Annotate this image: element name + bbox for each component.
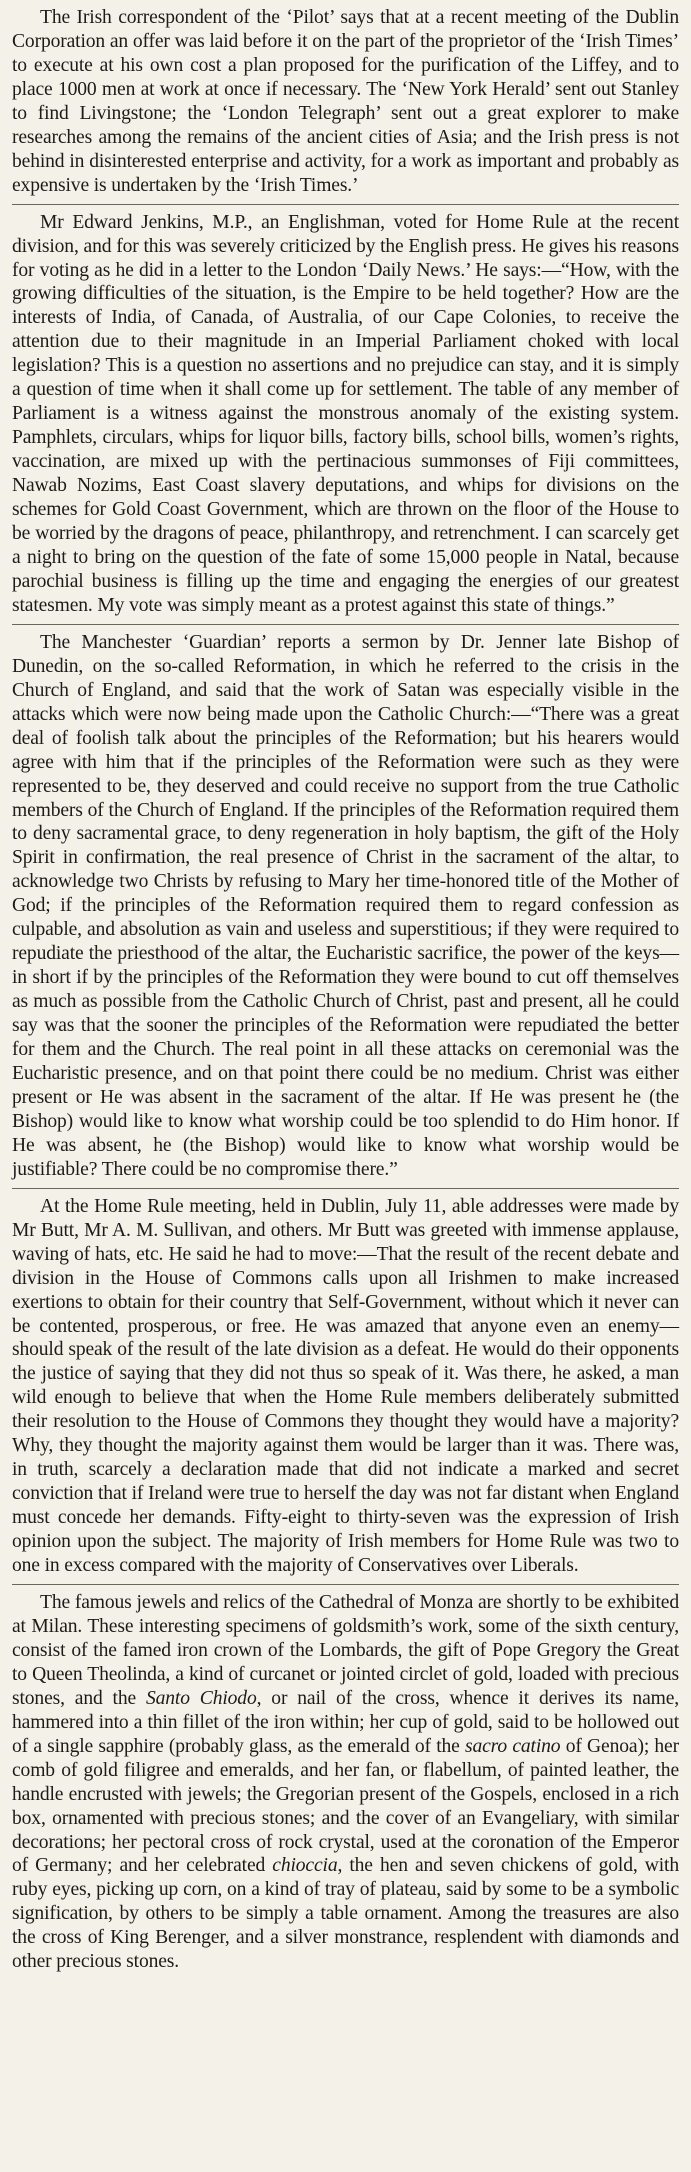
paragraph-text: of Genoa); her comb of gold filigree and emeralds, and her fan, or flabellum, of painted leather, the handle encrusted with jewels; the Gregorian present of the Gospels, enclosed in a rich box, ornamented with precious stones; and the cover of an Evangeliary, with similar decorations; her pectoral cross of rock crystal, used at the coronation of the Emperor of Germany; and her celebrated [12, 1735, 679, 1877]
paragraph-monza [12, 1591, 679, 1974]
italic-term: Santo Chiodo [145, 1687, 257, 1709]
paragraph-home-rule [12, 1195, 679, 1578]
column-divider [12, 204, 679, 205]
column-divider [12, 1188, 679, 1189]
paragraph-pilot [12, 6, 679, 198]
paragraph-text: The Irish correspondent of the ‘Pilot’ says that at a recent meeting of the Dublin Corporation an offer was laid before it on the part of the proprietor of the ‘Irish Times’ to execute at his own cost a plan proposed for the purification of the Liffey, and to place 1000 men at work at once if necessary. The ‘New York Herald’ sent out Stanley to find Livingstone; the ‘London Telegraph’ sent out a great explorer to make researches among the remains of the ancient cities of Asia; and the Irish press is not behind in disinterested enterprise and activity, for a work as important and probably as expensive is undertaken by the ‘Irish Times.’ [12, 7, 679, 196]
paragraph-text: The famous jewels and relics of the Cathedral of Monza are shortly to be exhibited at Milan. These interesting specimens of goldsmith’s work, some of the sixth century, consist of the famed iron crown of the Lombards, the gift of Pope Gregory the Great to Queen Theolinda, a kind of curcanet or jointed circlet of gold, loaded with precious stones, and the [12, 1592, 679, 1709]
paragraph-text: The Manchester ‘Guardian’ reports a sermon by Dr. Jenner late Bishop of Dunedin, on the so-called Reformation, in which he referred to the crisis in the Church of England, and said that the work of Satan was especially visible in the attacks which were now being made upon the Catholic Church:—“There was a great deal of foolish talk about the principles of the Reformation; but his hearers would agree with him that if the principles of the Reformation were such as they were represented to be, they deserved and could receive no support from the true Catholic members of the Church of England. If the principles of the Reformation required them to deny sacramental grace, to deny regeneration in holy baptism, the gift of the Holy Spirit in confirmation, the real presence of Christ in the sacrament of the altar, to acknowledge two Christs by refusing to Mary her time-honored title of the Mother of God; if the principles of the Reformation required them to regard confession as culpable, and absolution as vain and useless and superstitious; if they were required to repudiate the priesthood of the altar, the Eucharistic sacrifice, the power of the keys—in short if by the principles of the Reformation they were bound to cut off themselves as much as possible from the Catholic Church of Christ, past and present, all he could say was that the sooner the principles of the Reformation were repudiated the better for them and the Church. The real point in all these attacks on ceremonial was the Eucharistic presence, and on that point there could be no medium. Christ was either present or He was absent in the sacrament of the altar. If He was present he (the Bishop) would like to know what worship could be too splendid to do Him honor. If He was absent, he (the Bishop) would like to know what worship would be justifiable? There could be no compromise there.” [12, 631, 679, 1180]
paragraph-jenkins [12, 211, 679, 618]
paragraph-text: , the hen and seven chickens of gold, with ruby eyes, picking up corn, on a kind of tray of plateau, said by some to be a symbolic signification, by others to be simply a table ornament. Among the treasures are also the cross of King Berenger, and a silver monstrance, resplendent with diamonds and other precious stones. [12, 1855, 679, 1973]
column-divider [12, 624, 679, 625]
italic-term: sacro catino [465, 1735, 561, 1757]
paragraph-guardian [12, 631, 679, 1182]
paragraph-text: Mr Edward Jenkins, M.P., an Englishman, voted for Home Rule at the recent division, and for this was severely criticized by the English press. He gives his reasons for voting as he did in a letter to the London ‘Daily News.’ He says:—“How, with the growing difficulties of the situation, is the Empire to be held together? How are the interests of India, of Canada, of Australia, of our Cape Colonies, to receive the attention due to their magnitude in an Imperial Parliament choked with local legislation? This is a question no assertions and no prejudice can stay, and it is simply a question of time when it shall come up for settlement. The table of any member of Parliament is a witness against the monstrous anomaly of the existing system. Pamphlets, circulars, whips for liquor bills, factory bills, school bills, women’s rights, vaccination, are mixed up with the pertinacious summonses of Fiji committees, Nawab Nozims, East Coast slavery deputations, and whips for divisions on the schemes for Gold Coast Government, which are thrown on the floor of the House to be worried by the dragons of peace, philanthropy, and retrenchment. I can scarcely get a night to bring on the question of the fate of some 15,000 people in Natal, because parochial business is filling up the time and engaging the energies of our greatest statesmen. My vote was simply meant as a protest against this state of things.” [12, 211, 679, 616]
paragraph-text: At the Home Rule meeting, held in Dublin, July 11, able addresses were made by Mr Butt, Mr A. M. Sullivan, and others. Mr Butt was greeted with immense applause, waving of hats, etc. He said he had to move:—That the result of the recent debate and division in the House of Commons calls upon all Irishmen to make increased exertions to obtain for their country that Self-Government, without which it never can be contented, prosperous, or free. He was amazed that anyone even an enemy—should speak of the result of the late division as a defeat. He would do their opponents the justice of saying that they did not thus so speak of it. Was there, he asked, a man wild enough to believe that when the Home Rule members deliberately submitted their resolution to the House of Commons they thought they would have a majority? Why, they thought the majority against them would be larger than it was. There was, in truth, scarcely a declaration made that did not indicate a marked and secret conviction that if Ireland were true to herself the day was not far distant when England must concede her demands. Fifty-eight to thirty-seven was the expression of Irish opinion upon the subject. The majority of Irish members for Home Rule was two to one in excess compared with the majority of Conservatives over Liberals. [12, 1195, 679, 1577]
italic-term: chioccia [272, 1855, 338, 1877]
column-divider [12, 1584, 679, 1585]
paragraph-text: , or nail of the cross, whence it derives its name, hammered into a thin fillet of the iron within; her cup of gold, said to be hollowed out of a single sapphire (probably glass, as the emerald of the [12, 1687, 680, 1757]
